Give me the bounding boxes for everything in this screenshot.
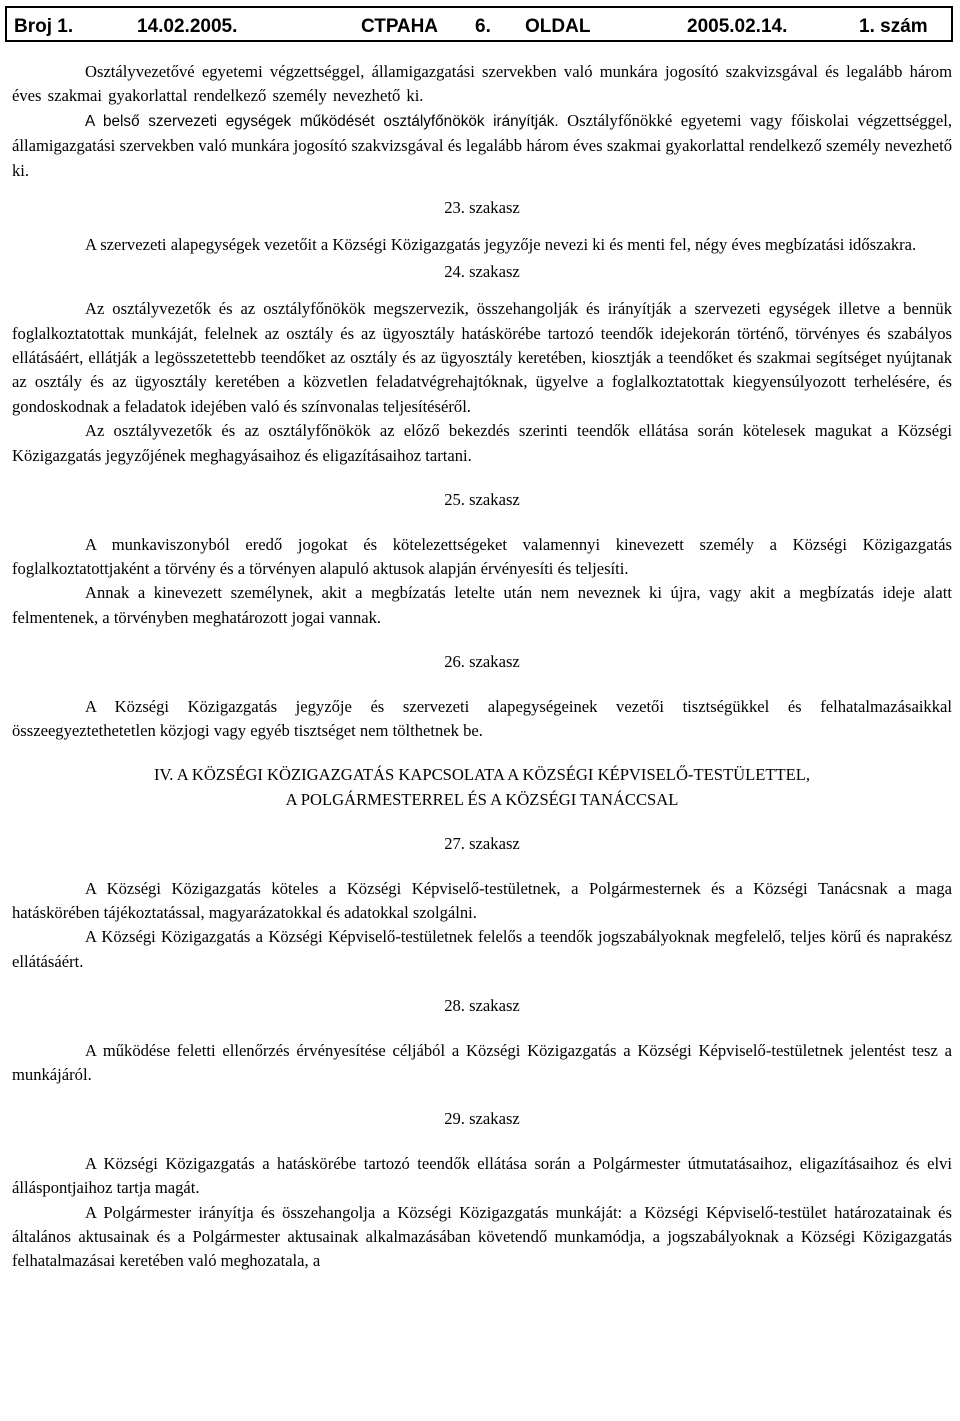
header-page-number: 6. <box>475 16 491 37</box>
paragraph: Osztályvezetővé egyetemi végzettséggel, államigazgatási szervekben való munkára jogosító szakvizsgával és legalább három éves szakmai gyakorlattal rendelkező személy nevezhető ki. <box>12 62 952 106</box>
paragraph: A Polgármester irányítja és összehangolja a Községi Közigazgatás munkáját: a Községi Képviselő-testület határozatainak és általános aktusainak és a Polgármester aktusainak alkalmazásában követendő munkamódja, a jogszabályoknak a Községi Közigazgatás felhatalmazásai keretében való meghozatala, a <box>12 1202 952 1271</box>
section-heading-28: 28. szakasz <box>444 996 520 1016</box>
paragraph: A Községi Közigazgatás köteles a Községi Képviselő-testületnek, a Polgármesternek és a Községi Tanácsnak a maga hatáskörében tájékoztatással, magyarázatokkal és adatokkal szolgálni. <box>12 878 952 922</box>
header-issue-hu: 1. szám <box>859 16 928 37</box>
header-date-right: 2005.02.14. <box>687 16 788 37</box>
paragraph: Az osztályvezetők és az osztályfőnökök az előző bekezdés szerinti teendők ellátása során kötelesek magukat a Községi Közigazgatás jegyzőjének meghagyásaihoz és eligazításaihoz tartani. <box>12 421 952 465</box>
paragraph: A munkaviszonyból eredő jogokat és kötelezettségeket valamennyi kinevezett személy a Községi Közigazgatás foglalkoztatottjaként a törvény és a törvényen alapuló aktusok alapján érvényesíti és teljesíti. <box>12 534 952 578</box>
section-heading-27: 27. szakasz <box>444 834 520 854</box>
paragraph: Az osztályvezetők és az osztályfőnökök megszervezik, összehangolják és irányítják a szervezeti egységek illetve a bennük foglalkoztatottak munkáját, felelnek az osztály és az ügyosztály hatáskörébe tartozó teendők idejekorán történő, törvényes és szabályos ellátásáért, ellátják a legösszetettebb teendőket az osztály és az ügyosztály keretében, kiosztják a teendőket és szakmai segítséget nyújtanak az osztály és az ügyosztály keretében a közvetlen feladatvégrehajtóknak, ügyelve a foglalkoztatottak kiegyensúlyozott terhelésére, és gondoskodnak a feladatok idejében való és színvonalas teljesítéséről. <box>12 299 952 416</box>
section-heading-26: 26. szakasz <box>444 652 520 672</box>
document-body <box>12 60 952 1274</box>
section-heading-29: 29. szakasz <box>444 1109 520 1129</box>
paragraph: Annak a kinevezett személynek, akit a megbízatás letelte után nem neveznek ki újra, vagy akit a megbízatás ideje alatt felmentenek, a törvényben meghatározott jogai vannak. <box>12 583 952 627</box>
paragraph: A működése feletti ellenőrzés érvényesítése céljából a Községi Közigazgatás a Községi Képviselő-testületnek jelentést tesz a munkájáról. <box>12 1040 952 1084</box>
paragraph: A szervezeti alapegységek vezetőit a Községi Közigazgatás jegyzője nevezi ki és menti fel, négy éves megbízatási időszakra. <box>85 235 917 255</box>
paragraph: A Községi Közigazgatás a hatáskörébe tartozó teendők ellátása során a Polgármester útmutatásaihoz, eligazításaihoz és elvi álláspontjaihoz tartja magát. <box>12 1153 952 1198</box>
paragraph-rest: Osztályfőnökké egyetemi vagy főiskolai végzettséggel, államigazgatási szervekben való munkára jogosító szakvizsgával és legalább három éves szakmai gyakorlattal rendelkező személy nevezhető ki. <box>12 110 952 180</box>
page-header <box>5 6 953 42</box>
issue-number: Broj 1. <box>14 16 74 37</box>
header-page-label-sr: СТРАНА <box>361 16 439 37</box>
paragraph-sans-part: A belső szervezeti egységek működését osztályfőnökök irányítják. <box>85 112 559 130</box>
paragraph: A Községi Közigazgatás jegyzője és szervezeti alapegységeinek vezetői tisztségükkel és felhatalmazásaikkal összeegyeztethetetlen közjogi vagy egyéb tisztséget nem tölthetnek be. <box>12 696 952 740</box>
paragraph: A Községi Közigazgatás a Községi Képviselő-testületnek felelős a teendők jogszabályoknak megfelelő, teljes körű és naprakész ellátásáért. <box>12 927 952 971</box>
header-date-left: 14.02.2005. <box>137 16 238 37</box>
chapter-title-line-1: IV. A KÖZSÉGI KÖZIGAZGATÁS KAPCSOLATA A KÖZSÉGI KÉPVISELŐ-TESTÜLETTEL, <box>153 765 811 785</box>
section-heading-25: 25. szakasz <box>444 490 520 510</box>
header-page-label-hu: OLDAL <box>525 16 591 37</box>
chapter-title-line-2: A POLGÁRMESTERREL ÉS A KÖZSÉGI TANÁCCSAL <box>285 789 679 809</box>
section-heading-24: 24. szakasz <box>444 261 520 281</box>
section-heading-23: 23. szakasz <box>444 198 520 218</box>
paragraph <box>12 109 952 183</box>
